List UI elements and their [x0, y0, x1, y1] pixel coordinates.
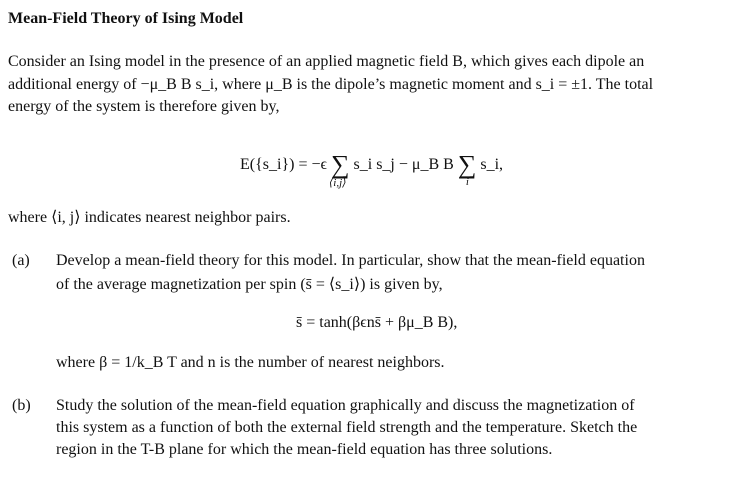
sum-index-2: i [465, 176, 469, 188]
part-b-line-1: Study the solution of the mean-field equation graphically and discuss the magnetization of [56, 397, 635, 414]
intro-line-3: energy of the system is therefore given by, [8, 98, 280, 115]
energy-term-1: s_i s_j − μ_B B [353, 156, 454, 173]
energy-term-2: s_i, [480, 156, 504, 173]
sum-index-1: ⟨i,j⟩ [328, 177, 347, 189]
part-a-label: (a) [12, 252, 30, 269]
part-b-line-3: region in the T-B plane for which the mean-field equation has three solutions. [56, 441, 553, 458]
energy-lhs: E({s_i}) = −ϵ [240, 156, 327, 173]
mean-field-equation: s̄ = tanh(βϵns̄ + βμ_B B), [296, 314, 458, 331]
part-a-line-1: Develop a mean-field theory for this model. In particular, show that the mean-field equation [56, 252, 645, 269]
sum-symbol-2: ∑ [457, 150, 477, 179]
part-a-line-2: of the average magnetization per spin (s̄ = ⟨s_i⟩) is given by, [56, 276, 443, 293]
sum-symbol-1: ∑ [330, 150, 350, 179]
intro-line-1: Consider an Ising model in the presence of an applied magnetic field B, which gives each dipole an [8, 53, 645, 70]
intro-line-2: additional energy of −μ_B B s_i, where μ_B is the dipole’s magnetic moment and s_i = ±1. The total [8, 76, 654, 93]
part-b-label: (b) [12, 397, 31, 414]
where-pairs: where ⟨i, j⟩ indicates nearest neighbor pairs. [8, 209, 291, 226]
energy-equation [240, 146, 504, 189]
page-title: Mean-Field Theory of Ising Model [8, 10, 244, 27]
part-a-where: where β = 1/k_B T and n is the number of nearest neighbors. [56, 354, 445, 371]
part-b-line-2: this system as a function of both the external field strength and the temperature. Sketch the [56, 419, 638, 436]
